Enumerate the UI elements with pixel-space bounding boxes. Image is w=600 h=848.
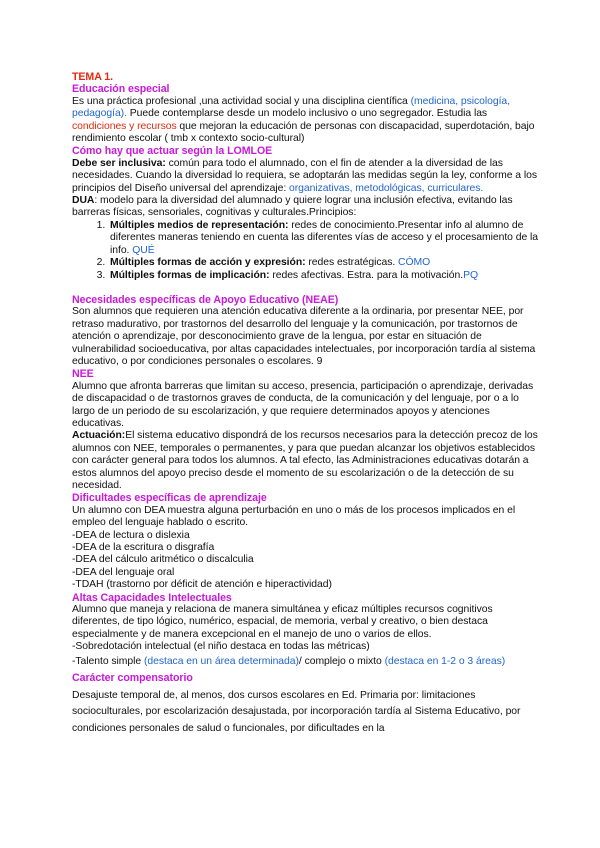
- list-item: -DEA del lenguaje oral: [72, 566, 175, 578]
- paragraph-actuacion: Actuación:El sistema educativo dispondrá de los recursos necesarios para la detección precoz de los alumnos con NEE, temporales o permanentes, y para que puedan alcanzar los objetivos establecidos con carácter general para todos los alumnos. A tal efecto, las Administraciones educativas dotarán a estos alumnos del apoyo preciso desde el momento de su escolarización o de la detección de su necesidad.: [72, 430, 538, 491]
- list-item: 3. Múltiples formas de implicación: redes afectivas. Estra. para la motivación.PQ: [108, 270, 540, 282]
- paragraph-educacion-especial: Es una práctica profesional ,una actividad social y una disciplina científica (medicina, psicología, pedagogía). Puede contemplarse desde un modelo inclusivo o uno segregador. Estudia las condiciones y recursos que mejoran la educación de personas con discapacidad, superdotación, bajo rendimiento escolar ( tmb x contexto socio-cultural): [72, 95, 535, 145]
- heading-nee: NEE: [72, 368, 94, 381]
- list-item: -DEA del cálculo aritmético o discalculia: [72, 554, 254, 566]
- paragraph-inclusiva: Debe ser inclusiva: común para todo el alumnado, con el fin de atender a la diversidad de las necesidades. Cuando la diversidad lo requiera, se adoptarán las medidas según la ley, conforme a los principios del Diseño universal del aprendizaje: organizativas, metodológicas, curriculares.: [72, 157, 537, 194]
- paragraph-neae: Son alumnos que requieren una atención educativa diferente a la ordinaria, por presentar NEE, por retraso madurativo, por trastornos del desarrollo del lenguaje y la comunicación, por trastornos de atención o aprendizaje, por desconocimiento grave de la lengua, por estar en situación de vulnerabilidad socioeducativa, por altas capacidades intelectuales, por incorporación tardía al sistema educativo, o por condiciones personales o escolares. 9: [72, 306, 536, 367]
- list-item-talento: -Talento simple (destaca en un área determinada)/ complejo o mixto (destaca en 1-2 o 3 áreas): [72, 655, 506, 667]
- list-item: 2. Múltiples formas de acción y expresión: redes estratégicas. CÓMO: [108, 257, 540, 269]
- document-title: TEMA 1.: [72, 71, 114, 83]
- paragraph-dea: Un alumno con DEA muestra alguna perturbación en uno o más de los procesos implicados en el empleo del lenguaje hablado o escrito.: [72, 504, 516, 529]
- paragraph-caracter-compensatorio: Desajuste temporal de, al menos, dos cursos escolares en Ed. Primaria por: limitaciones socioculturales, por escolarización desajustada, por incorporación tardía al Sistema Educativo, por condiciones personales de salud o funcionales, por dificultades en la: [72, 689, 521, 734]
- heading-neae: Necesidades específicas de Apoyo Educativo (NEAE): [72, 293, 339, 306]
- list-item: 1. Múltiples medios de representación: redes de conocimiento.Presentar info al alumno de diferentes maneras teniendo en cuenta las diferentes vías de acceso y el procesamiento de la info. QUÉ: [108, 220, 540, 257]
- paragraph-dua: DUA: modelo para la diversidad del alumnado y quiere lograr una inclusión efectiva, evitando las barreras físicas, sensoriales, cognitivas y culturales.Principios:: [72, 195, 513, 219]
- heading-dea: Dificultades específicas de aprendizaje: [72, 492, 267, 505]
- spacer: [72, 282, 540, 294]
- document-content: [72, 71, 540, 737]
- list-item: -DEA de la escritura o disgrafía: [72, 542, 215, 554]
- list-item: -DEA de lectura o dislexia: [72, 529, 190, 541]
- paragraph-altas-capacidades: Alumno que maneja y relaciona de manera simultánea y eficaz múltiples recursos cognitivos diferentes, de tipo lógico, numérico, espacial, de memoria, verbal y creativo, o bien destaca especialmente y de manera excepcional en el manejo de uno o varios de ellos.: [72, 604, 493, 640]
- heading-lomloe: Cómo hay que actuar según la LOMLOE: [72, 145, 273, 158]
- dua-principles-list: [72, 220, 540, 282]
- heading-educacion-especial: Educación especial: [72, 83, 170, 96]
- paragraph-nee: Alumno que afronta barreras que limitan su acceso, presencia, participación o aprendizaje, derivadas de discapacidad o de trastornos graves de conducta, de la comunicación y del lenguaje, por o a lo largo de un periodo de su escolarización, y que requiere determinados apoyos y atenciones educativas.: [72, 380, 534, 429]
- heading-altas-capacidades: Altas Capacidades Intelectuales: [72, 591, 232, 604]
- heading-caracter-compensatorio: Carácter compensatorio: [72, 672, 193, 685]
- list-item: -TDAH (trastorno por déficit de atención e hiperactividad): [72, 579, 332, 591]
- list-item: -Sobredotación intelectual (el niño destaca en todas las métricas): [72, 641, 370, 653]
